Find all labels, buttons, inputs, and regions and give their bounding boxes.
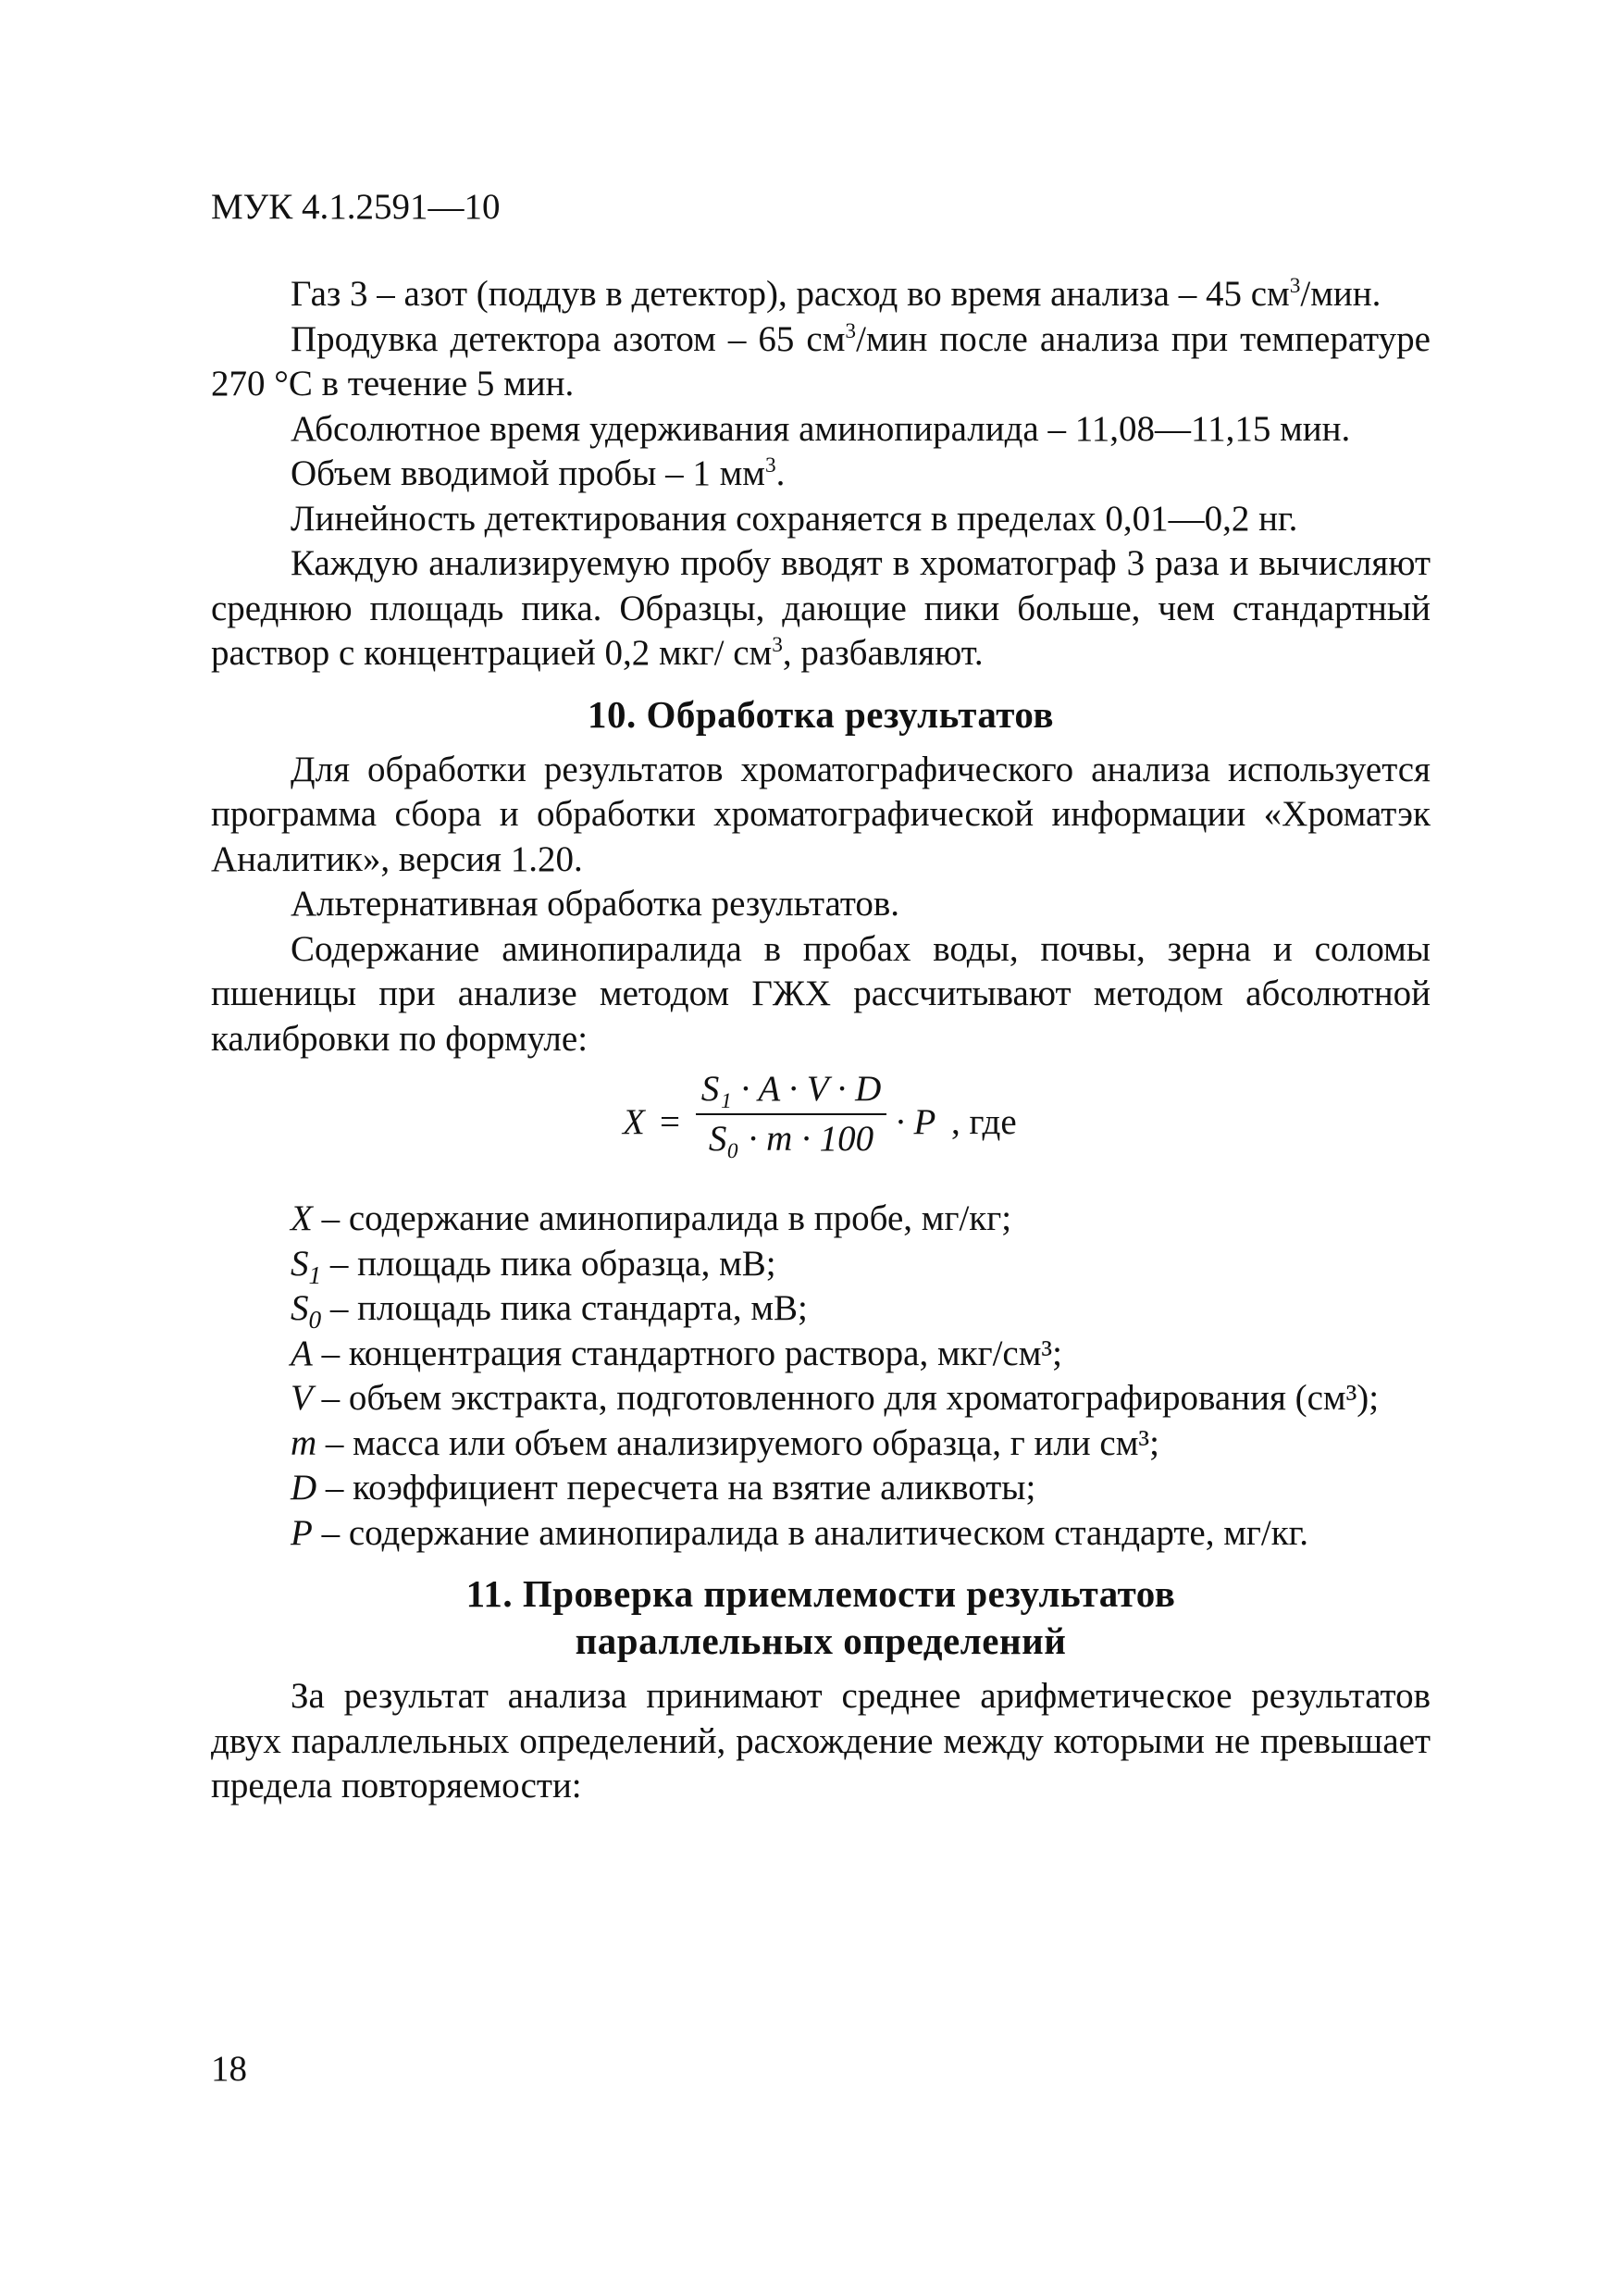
formula-lhs: X <box>623 1102 645 1142</box>
definition-item: $S_1$ – площадь пика образца, мВ; <box>291 1243 776 1289</box>
formula-suffix: , где <box>951 1102 1017 1142</box>
document-page <box>211 185 1431 2221</box>
formula-numerator: S₁ · A · V · D <box>700 1069 882 1109</box>
section-10-paragraph-1: Для обработки результатов хроматографического анализа используется программа сбора и обработки хроматографической информации «Хроматэк Аналитик», версия 1.20. <box>211 749 1431 879</box>
definition-item: A – концентрация стандартного раствора, мкг/см³; <box>291 1333 1062 1373</box>
formula-denominator: S₀ · m · 100 <box>708 1119 874 1159</box>
definition-item: $S_0$ – площадь пика стандарта, мВ; <box>291 1288 808 1334</box>
definition-item: V – объем экстракта, подготовленного для хроматографирования (см³); <box>291 1378 1380 1418</box>
page-number: 18 <box>211 2049 247 2089</box>
paragraph-sample-volume: Объем вводимой пробы – 1 $мм^3$. <box>291 453 786 493</box>
paragraph-linearity: Линейность детектирования сохраняется в пределах 0,01—0,2 нг. <box>291 498 1298 539</box>
document-header: МУК 4.1.2591—10 <box>211 187 501 227</box>
definition-item: D – коэффициент пересчета на взятие аликвоты; <box>291 1468 1036 1508</box>
section-11-paragraph-1: За результат анализа принимают среднее арифметическое результатов двух параллельных определений, расхождение между которыми не превышает предела повторяемости: <box>211 1676 1431 1806</box>
section-10-title: 10. Обработка результатов <box>587 692 1055 736</box>
formula-times-p: · P <box>896 1102 936 1142</box>
formula-fraction <box>692 1065 890 1163</box>
section-10-paragraph-2: Альтернативная обработка результатов. <box>291 884 900 924</box>
document-body <box>211 272 1431 1809</box>
definition-item: P – содержание аминопиралида в аналитическом стандарте, мг/кг. <box>291 1512 1309 1553</box>
paragraph-retention-time: Абсолютное время удерживания аминопиралида – 11,08—11,15 мин. <box>291 408 1351 449</box>
section-10-paragraph-3: Содержание аминопиралида в пробах воды, почвы, зерна и соломы пшеницы при анализе методом ГЖХ рассчитывают методом абсолютной калибровки по формуле: <box>211 928 1431 1059</box>
calculation-formula <box>211 1065 1431 1184</box>
definition-item: m – масса или объем анализируемого образца, г или см³; <box>291 1422 1159 1463</box>
section-11-title: 11. Проверка приемлемости результатов параллельных определений <box>465 1572 1176 1662</box>
paragraph-purge: Продувка детектора азотом – 65 $см^3$/мин после анализа при температуре 270 °С в течение 5 мин. <box>211 318 1431 403</box>
formula-equals: = <box>660 1102 680 1142</box>
paragraph-injection: Каждую анализируемую пробу вводят в хроматограф 3 раза и вычисляют среднюю площадь пика. Образцы, дающие пики больше, чем стандартный раствор с концентрацией 0,2 мкг/ $см^3$, разбавляют. <box>211 543 1431 673</box>
paragraph-gas3: Газ 3 – азот (поддув в детектор), расход во время анализа – 45 $см^3$/мин. <box>291 274 1381 314</box>
definitions-list <box>211 1197 1431 1556</box>
definition-item: X – содержание аминопиралида в пробе, мг/кг; <box>291 1198 1012 1238</box>
